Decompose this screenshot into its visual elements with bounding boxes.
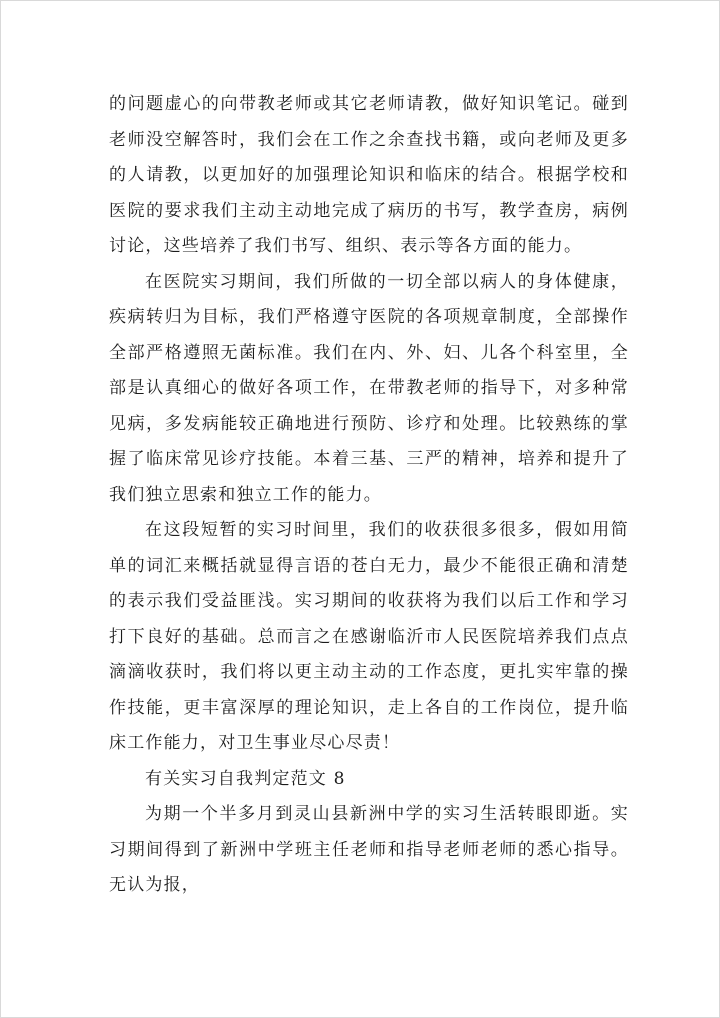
document-body	[109, 87, 629, 904]
paragraph-3: 在这段短暂的实习时间里，我们的收获很多很多，假如用简单的词汇来概括就显得言语的苍白无力，最少不能很正确和清楚的表示我们受益匪浅。实习期间的收获将为我们以后工作和学习打下良好的基础。总而言之在感谢临沂市人民医院培养我们点点滴滴收获时，我们将以更主动主动的工作态度，更扎实牢靠的操作技能，更丰富深厚的理论知识，走上各自的工作岗位，提升临床工作能力，对卫生事业尽心尽责！	[109, 520, 629, 753]
paragraph-1: 的问题虚心的向带教老师或其它老师请教，做好知识笔记。碰到老师没空解答时，我们会在工作之余查找书籍，或向老师及更多的人请教，以更加好的加强理论知识和临床的结合。根据学校和医院的要求我们主动主动地完成了病历的书写，教学查房，病例讨论，这些培养了我们书写、组织、表示等各方面的能力。	[109, 94, 629, 256]
paragraph-2: 在医院实习期间，我们所做的一切全部以病人的身体健康，疾病转归为目标，我们严格遵守医院的各项规章制度，全部操作全部严格遵照无菌标准。我们在内、外、妇、儿各个科室里，全部是认真细心的做好各项工作，在带教老师的指导下，对多种常见病，多发病能较正确地进行预防、诊疗和处理。比较熟练的掌握了临床常见诊疗技能。本着三基、三严的精神，培养和提升了我们独立思索和独立工作的能力。	[109, 271, 629, 505]
section-paragraph: 为期一个半多月到灵山县新洲中学的实习生活转眼即逝。实习期间得到了新洲中学班主任老师和指导老师老师的悉心指导。无认为报，	[109, 804, 629, 895]
section-title: 有关实习自我判定范文 8	[145, 768, 346, 789]
